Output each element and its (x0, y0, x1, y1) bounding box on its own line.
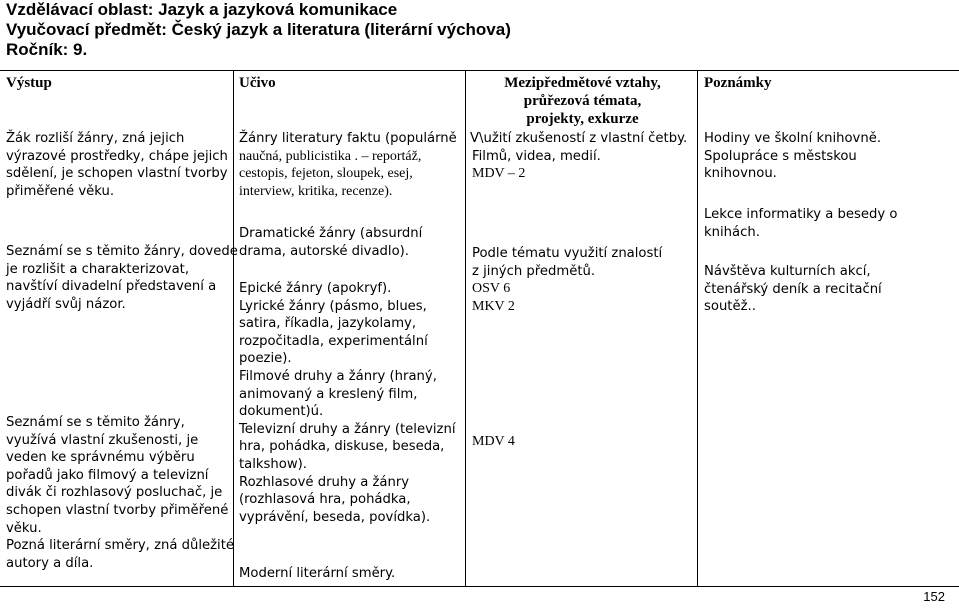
table-bottom-border (0, 586, 959, 587)
mezi-block-2: Podle tématu využití znalostí z jiných předmětů. OSV 6 MKV 2 (472, 246, 663, 314)
column-divider (697, 70, 698, 587)
ucivo-block-4: Moderní literární směry. (239, 566, 396, 581)
table-top-border (0, 70, 959, 71)
subject-name: Vyučovací předmět: Český jazyk a literatura (literární výchova) (6, 20, 511, 39)
mezi-block-3: MDV 4 (472, 434, 515, 449)
column-header-poznamky: Poznámky (704, 75, 772, 91)
column-header-ucivo: Učivo (239, 75, 276, 91)
vystup-block-1: Žák rozliší žánry, zná jejich výrazové prostředky, chápe jejich sdělení, je schopen vlastní tvorby přiměřené věku. (6, 131, 228, 199)
mezi-block-1: V\užití zkušeností z vlastní četby. Filmů, videa, medií. MDV – 2 (470, 131, 688, 182)
subject-area: Vzdělávací oblast: Jazyk a jazyková komunikace (6, 0, 398, 19)
vystup-block-3: Seznámí se s těmito žánry, využívá vlastní zkušenosti, je veden ke správnému výběru pořadů jako filmový a televizní divák či rozhlasový posluchač, je schopen vlastní tvorby přiměřené věku. Pozná literární směry, zná důležité autory a díla. (6, 415, 234, 571)
page-number: 152 (923, 589, 945, 604)
ucivo-block-3: Epické žánry (apokryf). Lyrické žánry (pásmo, blues, satira, říkadla, jazykolamy, rozpočitadla, experimentální poezie). Filmové druhy a žánry (hraný, animovaný a kreslený film, dokument)ú. Televizní druhy a žánry (televizní hra, pohádka, diskuse, beseda, talkshow). Rozhlasové druhy a žánry (rozhlasová hra, pohádka, vyprávění, beseda, povídka). (239, 281, 456, 525)
column-header-mezipredmetove: Mezipředmětové vztahy, průřezová témata, projekty, exkurze (504, 75, 661, 127)
ucivo-block-2: Dramatické žánry (absurdní drama, autorské divadlo). (239, 226, 423, 259)
poznamky-block-3: Návštěva kulturních akcí, čtenářský deník a recitační soutěž.. (704, 264, 882, 315)
column-divider (465, 70, 466, 587)
document-header (6, 0, 511, 60)
vystup-block-2: Seznámí se s těmito žánry, dovede je rozlišit a charakterizovat, navštíví divadelní představení a vyjádří svůj názor. (6, 244, 238, 312)
column-header-vystup: Výstup (6, 75, 52, 91)
poznamky-block-2: Lekce informatiky a besedy o knihách. (704, 207, 898, 240)
grade: Ročník: 9. (6, 40, 88, 59)
poznamky-block-1: Hodiny ve školní knihovně. Spolupráce s městskou knihovnou. (704, 131, 882, 182)
ucivo-block-1: Žánry literatury faktu (populárně naučná, publicistika . – reportáž, cestopis, fejeton, sloupek, esej, interview, kritika, recenze). (239, 131, 457, 199)
